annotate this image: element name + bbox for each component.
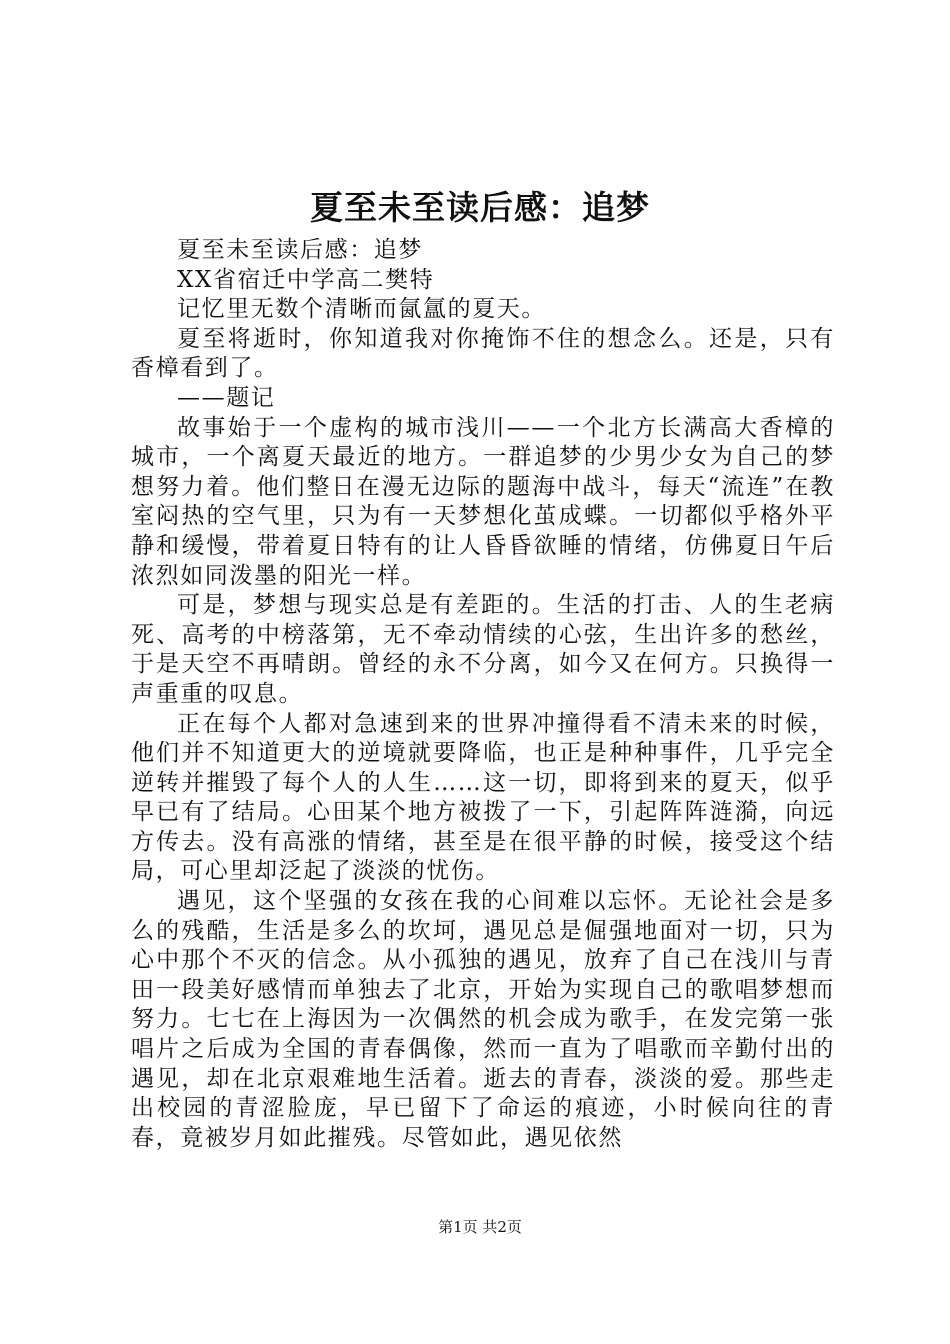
paragraph-epigraph-1: 记忆里无数个清晰而氤氲的夏天。 [177, 296, 546, 323]
paragraph-subtitle: 夏至未至读后感：追梦 [177, 237, 423, 263]
paragraph-body-4: 遇见，这个坚强的女孩在我的心间难以忘怀。无论社会是多么的残酷，生活是多么的坎坷，遇见总是倔强地面对一切，只为心中那个不灭的信念。从小孤独的遇见，放弃了自己在浅川与青田一段美好感情而单独去了北京，开始为实现自己的歌唱梦想而努力。七七在上海因为一次偶然的机会成为歌手，在发完第一张唱片之后成为全国的青春偶像，然而一直为了唱歌而辛勤付出的遇见，却在北京艰难地生活着。逝去的青春，淡淡的爱。那些走出校园的青涩脸庞，早已留下了命运的痕迹，小时候向往的青春，竟被岁月如此摧残。尽管如此，遇见依然 [131, 888, 835, 1151]
document-title: 夏至未至读后感：追梦 [310, 188, 650, 227]
page-number-indicator: 第1页 共2页 [438, 1218, 522, 1236]
paragraph-body-1: 故事始于一个虚构的城市浅川——一个北方长满高大香樟的城市，一个离夏天最近的地方。一群追梦的少男少女为自己的梦想努力着。他们整日在漫无边际的题海中战斗，每天“流连”在教室闷热的空气里，只为有一天梦想化茧成蝶。一切都似乎格外平静和缓慢，带着夏日特有的让人昏昏欲睡的情绪，仿佛夏日午后浓烈如同泼墨的阳光一样。 [131, 414, 835, 589]
paragraph-epigraph-2: 夏至将逝时，你知道我对你掩饰不住的想念么。还是，只有香樟看到了。 [131, 325, 835, 382]
paragraph-body-2: 可是，梦想与现实总是有差距的。生活的打击、人的生老病死、高考的中榜落第，无不牵动情续的心弦，生出许多的愁丝，于是天空不再晴朗。曾经的永不分离，如今又在何方。只换得一声重重的叹息。 [131, 592, 835, 707]
paragraph-body-3: 正在每个人都对急速到来的世界冲撞得看不清未来的时候，他们并不知道更大的逆境就要降临，也正是种种事件，几乎完全逆转并摧毁了每个人的人生……这一切，即将到来的夏天，似乎早已有了结局。心田某个地方被拨了一下，引起阵阵涟漪，向远方传去。没有高涨的情绪，甚至是在很平静的时候，接受这个结局，可心里却泛起了淡淡的忧伤。 [131, 710, 835, 885]
paragraph-author: XX省宿迁中学高二樊特 [177, 266, 435, 293]
paragraph-epigraph-note: ——题记 [177, 384, 276, 411]
document-body [131, 236, 835, 1153]
